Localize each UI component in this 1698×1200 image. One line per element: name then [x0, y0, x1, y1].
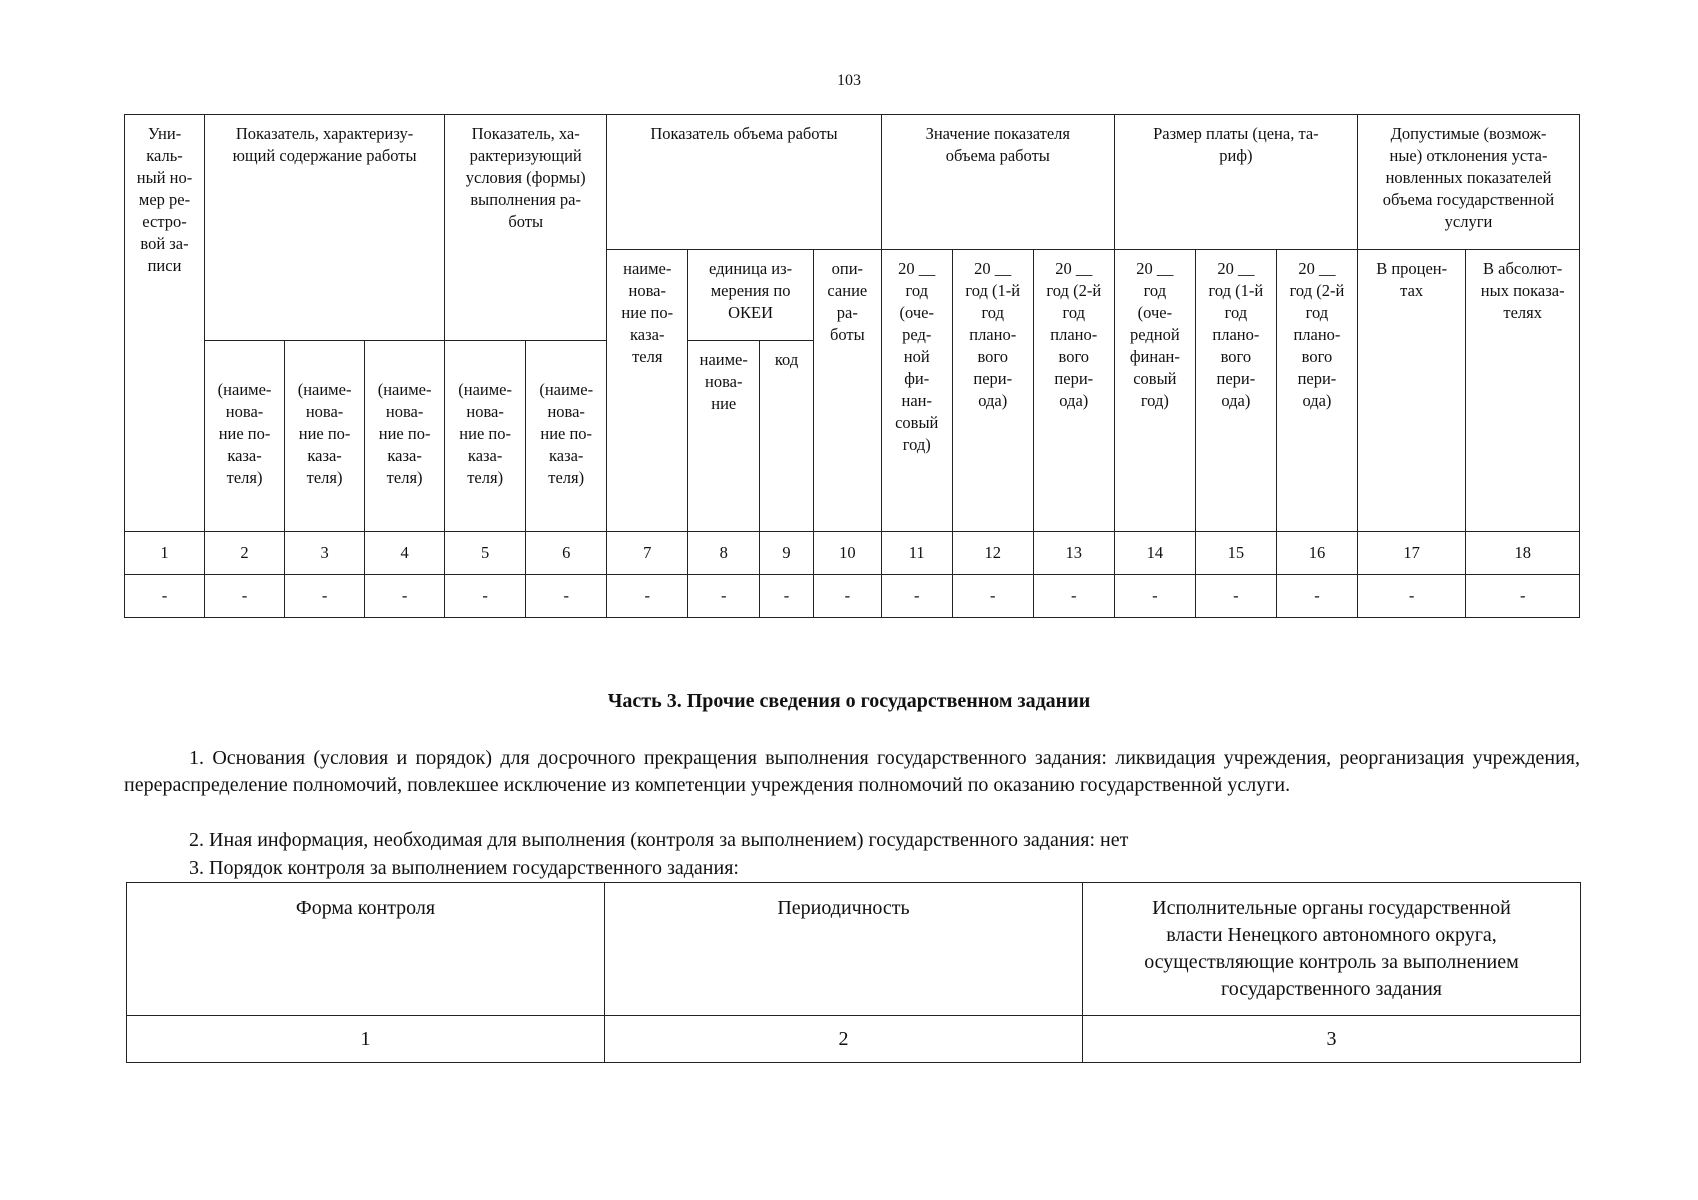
header-fee-current-year: 20 __ год (оче- редной финан- совый год) — [1114, 250, 1195, 532]
header-sub-indicator-3: (наиме- нова- ние по- каза- теля) — [365, 341, 445, 532]
header-value-plan-year-2: 20 __ год (2-й год плано- вого пери- ода) — [1033, 250, 1114, 532]
header-sub-indicator-2: (наиме- нова- ние по- каза- теля) — [285, 341, 365, 532]
table-cell: - — [1114, 575, 1195, 618]
header-okei-code: код — [760, 341, 814, 532]
header-okei-unit: единица из- мерения по ОКЕИ — [688, 250, 814, 341]
section-title: Часть 3. Прочие сведения о государственном задании — [607, 690, 1091, 712]
header-fee-plan-year-1: 20 __ год (1-й год плано- вого пери- ода) — [1195, 250, 1276, 532]
table-row — [125, 575, 1580, 618]
table-cell: - — [952, 575, 1033, 618]
column-number: 12 — [952, 532, 1033, 575]
header-content-indicator: Показатель, характеризу- ющий содержание работы — [205, 115, 445, 341]
column-number-row — [125, 532, 1580, 575]
table-cell: - — [445, 575, 526, 618]
column-number: 11 — [881, 532, 952, 575]
column-number: 7 — [607, 532, 688, 575]
column-number: 3 — [1083, 1016, 1581, 1063]
header-allowed-deviations: Допустимые (возмож- ные) отклонения уста- новленных показателей объема государственной услуги — [1357, 115, 1579, 250]
header-value-current-year: 20 __ год (оче- ред- ной фи- нан- совый год) — [881, 250, 952, 532]
column-number: 5 — [445, 532, 526, 575]
column-number: 8 — [688, 532, 760, 575]
column-number: 3 — [285, 532, 365, 575]
header-okei-name: наиме- нова- ние — [688, 341, 760, 532]
table-cell: - — [1466, 575, 1580, 618]
column-number: 14 — [1114, 532, 1195, 575]
table-cell: - — [881, 575, 952, 618]
table-cell: - — [1195, 575, 1276, 618]
header-volume-indicator: Показатель объема работы — [607, 115, 882, 250]
column-number: 15 — [1195, 532, 1276, 575]
paragraph-control-procedure: 3. Порядок контроля за выполнением государственного задания: — [189, 857, 739, 879]
header-periodicity: Периодичность — [605, 883, 1083, 1016]
column-number: 6 — [526, 532, 607, 575]
header-value-plan-year-1: 20 __ год (1-й год плано- вого пери- ода) — [952, 250, 1033, 532]
header-fee-size: Размер платы (цена, та- риф) — [1114, 115, 1357, 250]
table-cell: - — [1276, 575, 1357, 618]
table-cell: - — [365, 575, 445, 618]
header-unique-number: Уни- каль- ный но- мер ре- естро- вой за- писи — [125, 115, 205, 532]
header-executive-bodies: Исполнительные органы государственной власти Ненецкого автономного округа, осуществляющие контроль за выполнением государственного задания — [1083, 883, 1581, 1016]
table-cell: - — [526, 575, 607, 618]
paragraph-early-termination: 1. Основания (условия и порядок) для досрочного прекращения выполнения государственного задания: ликвидация учреждения, реорганизация учреждения, перераспределение полномочий, повлекшее исключение из компетенции учреждения полномочий по оказанию государственной услуги. — [124, 747, 1580, 796]
paragraph-other-info: 2. Иная информация, необходимая для выполнения (контроля за выполнением) государственного задания: нет — [189, 829, 1129, 851]
header-deviation-percent: В процен- тах — [1357, 250, 1465, 532]
column-number: 2 — [605, 1016, 1083, 1063]
header-sub-indicator-1: (наиме- нова- ние по- каза- теля) — [205, 341, 285, 532]
column-number: 2 — [205, 532, 285, 575]
header-sub-indicator-4: (наиме- нова- ние по- каза- теля) — [445, 341, 526, 532]
column-number: 10 — [813, 532, 881, 575]
page-number: 103 — [837, 72, 861, 89]
column-number: 13 — [1033, 532, 1114, 575]
column-number: 1 — [127, 1016, 605, 1063]
header-indicator-value: Значение показателя объема работы — [881, 115, 1114, 250]
header-indicator-name: наиме- нова- ние по- каза- теля — [607, 250, 688, 532]
table-cell: - — [813, 575, 881, 618]
control-procedure-table — [126, 882, 1581, 1063]
header-work-description: опи- сание ра- боты — [813, 250, 881, 532]
column-number: 18 — [1466, 532, 1580, 575]
header-sub-indicator-5: (наиме- нова- ние по- каза- теля) — [526, 341, 607, 532]
column-number: 17 — [1357, 532, 1465, 575]
table-cell: - — [688, 575, 760, 618]
table-cell: - — [607, 575, 688, 618]
header-conditions-indicator: Показатель, ха- рактеризующий условия (формы) выполнения ра- боты — [445, 115, 607, 341]
table-cell: - — [125, 575, 205, 618]
volume-indicators-table — [124, 114, 1580, 618]
table-cell: - — [285, 575, 365, 618]
header-fee-plan-year-2: 20 __ год (2-й год плано- вого пери- ода) — [1276, 250, 1357, 532]
column-number: 16 — [1276, 532, 1357, 575]
header-deviation-absolute: В абсолют- ных показа- телях — [1466, 250, 1580, 532]
table-cell: - — [1033, 575, 1114, 618]
column-number: 4 — [365, 532, 445, 575]
column-number: 9 — [760, 532, 814, 575]
table-cell: - — [205, 575, 285, 618]
column-number-row — [127, 1016, 1581, 1063]
table-cell: - — [1357, 575, 1465, 618]
table-cell: - — [760, 575, 814, 618]
column-number: 1 — [125, 532, 205, 575]
header-control-form: Форма контроля — [127, 883, 605, 1016]
